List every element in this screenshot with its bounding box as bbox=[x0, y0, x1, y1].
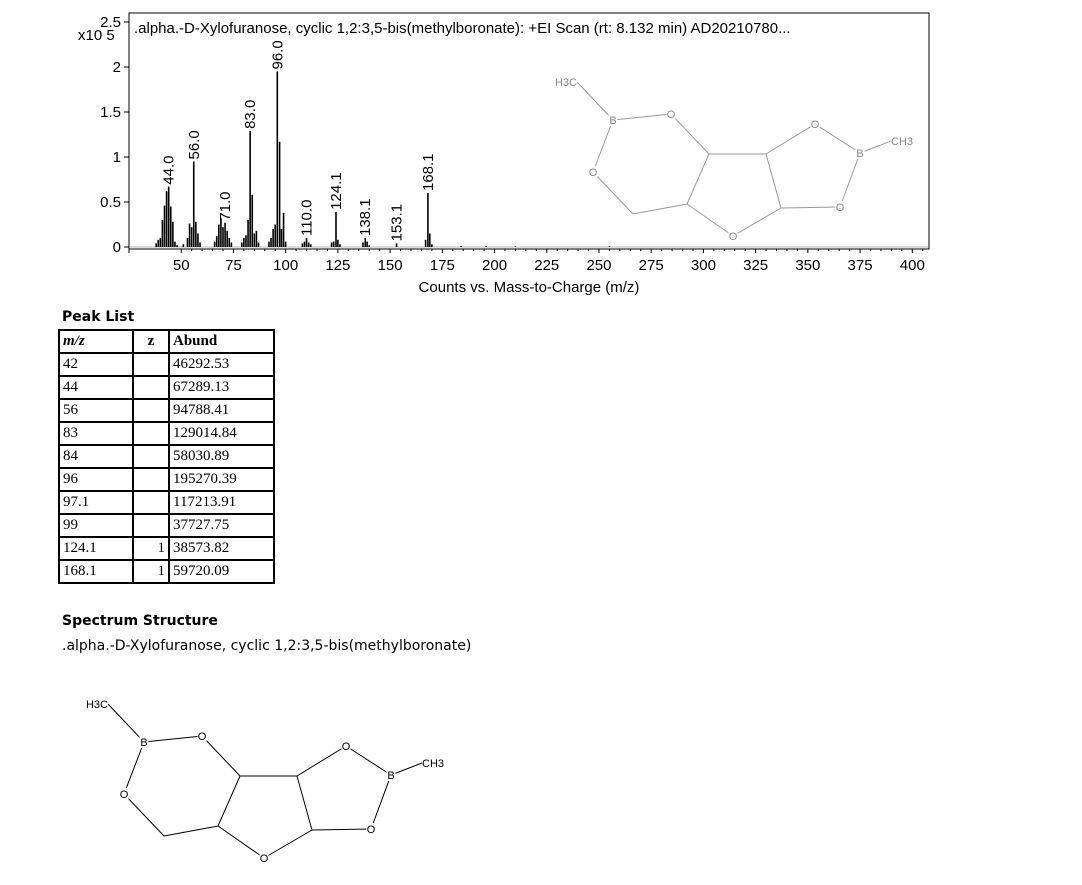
compound-name: .alpha.-D-Xylofuranose, cyclic 1,2:3,5-bis(methylboronate) bbox=[62, 638, 472, 654]
cell-mz: 168.1 bbox=[59, 560, 133, 583]
atom-label: O bbox=[835, 202, 845, 214]
atom-label: O bbox=[119, 789, 129, 801]
bond-line bbox=[124, 742, 144, 794]
peak-list-table bbox=[58, 329, 275, 584]
peak-label: 124.1 bbox=[327, 172, 345, 210]
cell-z bbox=[133, 491, 169, 514]
bond-line bbox=[781, 207, 840, 208]
bond-line bbox=[312, 829, 371, 830]
molecule-drawing bbox=[82, 698, 448, 865]
bond-line bbox=[840, 153, 860, 207]
bond-line bbox=[391, 763, 422, 775]
cell-abund: 67289.13 bbox=[169, 376, 274, 399]
y-tick-label: 0 bbox=[112, 239, 121, 256]
atom-label: B bbox=[140, 737, 148, 749]
x-tick-label: 175 bbox=[429, 257, 455, 274]
atom-label: B bbox=[387, 770, 395, 782]
cell-mz: 97.1 bbox=[59, 491, 133, 514]
x-tick-label: 100 bbox=[273, 257, 299, 274]
atom-label: B bbox=[609, 115, 617, 127]
bond-line bbox=[687, 154, 709, 204]
cell-mz: 99 bbox=[59, 514, 133, 537]
bond-line bbox=[218, 776, 240, 826]
bond-line bbox=[613, 114, 671, 120]
y-tick-label: 0.5 bbox=[100, 194, 121, 211]
chart-title: .alpha.-D-Xylofuranose, cyclic 1,2:3,5-bis(methylboronate): +EI Scan (rt: 8.132 min) AD20210780... bbox=[134, 20, 791, 37]
x-axis-label: Counts vs. Mass-to-Charge (m/z) bbox=[418, 279, 640, 296]
cell-abund: 37727.75 bbox=[169, 514, 274, 537]
peak-bars bbox=[129, 72, 929, 248]
peak-label: 44.0 bbox=[160, 155, 178, 185]
cell-z bbox=[133, 376, 169, 399]
cell-z bbox=[133, 399, 169, 422]
bond-line bbox=[815, 124, 860, 153]
y-scale-label: x10 5 bbox=[78, 27, 115, 44]
x-tick-label: 275 bbox=[638, 257, 664, 274]
cell-z bbox=[133, 422, 169, 445]
atom-label: H3C bbox=[85, 699, 108, 711]
cell-z bbox=[133, 468, 169, 491]
plot-frame bbox=[129, 13, 929, 249]
atom-label: O bbox=[810, 119, 820, 131]
table-row bbox=[59, 491, 274, 514]
x-tick-label: 250 bbox=[586, 257, 612, 274]
bond-line bbox=[164, 826, 218, 836]
x-tick-label: 50 bbox=[172, 257, 190, 274]
peak-list-heading: Peak List bbox=[62, 309, 135, 325]
cell-z bbox=[133, 353, 169, 376]
bond-line bbox=[766, 154, 781, 208]
y-tick-label: 2.5 bbox=[100, 14, 121, 31]
cell-mz: 83 bbox=[59, 422, 133, 445]
bond-line bbox=[577, 82, 613, 120]
x-tick-label: 225 bbox=[534, 257, 560, 274]
axis-ticks bbox=[100, 14, 925, 274]
table-row bbox=[59, 468, 274, 491]
table-row bbox=[59, 514, 274, 537]
cell-z bbox=[133, 445, 169, 468]
atom-label: O bbox=[259, 853, 269, 865]
peak-label: 153.1 bbox=[388, 203, 406, 242]
peak-label: 96.0 bbox=[269, 40, 287, 70]
bond-line bbox=[346, 746, 391, 775]
table-row bbox=[59, 445, 274, 468]
atom-label: O bbox=[588, 167, 598, 179]
x-tick-label: 400 bbox=[899, 257, 925, 274]
bond-line bbox=[297, 776, 312, 830]
peak-table-header bbox=[59, 330, 274, 353]
cell-z bbox=[133, 514, 169, 537]
bond-line bbox=[766, 124, 815, 154]
cell-abund: 117213.91 bbox=[169, 491, 274, 514]
atom-label: O bbox=[341, 741, 351, 753]
x-tick-label: 150 bbox=[377, 257, 403, 274]
bond-line bbox=[218, 826, 264, 858]
peak-labels bbox=[161, 40, 437, 241]
bond-line bbox=[202, 736, 240, 776]
atom-label: CH3 bbox=[891, 136, 914, 148]
bond-line bbox=[108, 704, 144, 742]
bond-line bbox=[124, 794, 164, 836]
mass-spectrum-chart bbox=[0, 0, 1082, 300]
cell-z: 1 bbox=[133, 560, 169, 583]
bond-line bbox=[144, 736, 202, 742]
structure-diagram bbox=[60, 688, 490, 868]
x-tick-label: 375 bbox=[847, 257, 873, 274]
table-row bbox=[59, 422, 274, 445]
bond-line bbox=[371, 775, 391, 829]
x-tick-label: 325 bbox=[743, 257, 769, 274]
x-tick-label: 125 bbox=[325, 257, 351, 274]
x-tick-label: 200 bbox=[482, 257, 508, 274]
x-tick-label: 75 bbox=[225, 257, 242, 274]
table-row bbox=[59, 560, 274, 583]
cell-mz: 124.1 bbox=[59, 537, 133, 560]
peak-label: 168.1 bbox=[419, 153, 437, 191]
cell-mz: 44 bbox=[59, 376, 133, 399]
peak-label: 71.0 bbox=[217, 191, 235, 221]
bond-line bbox=[687, 204, 733, 236]
peak-label: 56.0 bbox=[185, 130, 203, 160]
bond-line bbox=[593, 172, 633, 214]
peak-label: 110.0 bbox=[298, 199, 316, 236]
cell-mz: 84 bbox=[59, 445, 133, 468]
table-row bbox=[59, 353, 274, 376]
table-row bbox=[59, 376, 274, 399]
y-tick-label: 1 bbox=[112, 149, 121, 166]
bond-line bbox=[671, 114, 709, 154]
cell-mz: 96 bbox=[59, 468, 133, 491]
bond-line bbox=[733, 208, 781, 236]
cell-abund: 38573.82 bbox=[169, 537, 274, 560]
cell-mz: 42 bbox=[59, 353, 133, 376]
bond-line bbox=[297, 746, 346, 776]
x-tick-label: 350 bbox=[795, 257, 821, 274]
atom-label: CH3 bbox=[422, 758, 445, 770]
bond-line bbox=[860, 141, 891, 153]
bond-line bbox=[264, 830, 312, 858]
table-row bbox=[59, 537, 274, 560]
bond-line bbox=[633, 204, 687, 214]
structure-overlay bbox=[551, 76, 917, 243]
cell-abund: 195270.39 bbox=[169, 468, 274, 491]
peak-label: 83.0 bbox=[242, 99, 260, 129]
y-tick-label: 2 bbox=[112, 59, 121, 76]
atom-label: O bbox=[197, 731, 207, 743]
atom-label: O bbox=[366, 824, 376, 836]
cell-abund: 129014.84 bbox=[169, 422, 274, 445]
table-row bbox=[59, 399, 274, 422]
atom-label: O bbox=[728, 231, 738, 243]
cell-mz: 56 bbox=[59, 399, 133, 422]
column-header-mz: m/z bbox=[59, 330, 133, 353]
cell-abund: 94788.41 bbox=[169, 399, 274, 422]
peak-label: 138.1 bbox=[357, 198, 375, 236]
cell-abund: 46292.53 bbox=[169, 353, 274, 376]
y-tick-label: 1.5 bbox=[100, 104, 121, 121]
atom-label: H3C bbox=[554, 77, 577, 89]
atom-label: O bbox=[666, 109, 676, 121]
x-tick-label: 300 bbox=[690, 257, 716, 274]
spectrum-structure-heading: Spectrum Structure bbox=[62, 613, 218, 629]
bond-line bbox=[593, 120, 613, 172]
cell-z: 1 bbox=[133, 537, 169, 560]
cell-abund: 58030.89 bbox=[169, 445, 274, 468]
column-header-abund: Abund bbox=[169, 330, 274, 353]
column-header-z: z bbox=[133, 330, 169, 353]
atom-label: B bbox=[856, 148, 864, 160]
cell-abund: 59720.09 bbox=[169, 560, 274, 583]
